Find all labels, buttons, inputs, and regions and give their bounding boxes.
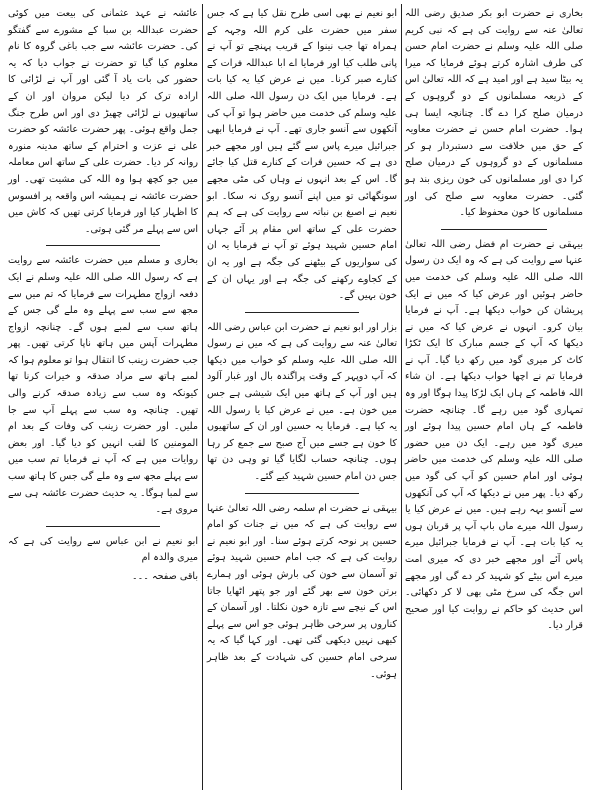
article-paragraph: بیہقی نے حضرت ام فضل رضی اللہ تعالیٰ عنہا سے روایت کی ہے کہ وہ ایک دن رسول اللہ صلی اللہ علیہ وسلم کی خدمت میں حاضر ہوئیں اور عرض کیا کہ میں نے ایک پریشان کن خواب دیکھا ہے۔ آپ نے فرمایا بیان کرو۔ انہوں نے عرض کیا کہ میں نے دیکھا کہ آپ کے جسم مبارک کا ایک ٹکڑا کاٹ کر میری گود میں رکھ دیا گیا۔ آپ نے فرمایا تم نے اچھا خواب دیکھا ہے۔ ان شاء اللہ فاطمہ کے ہاں ایک لڑکا پیدا ہوگا اور وہ تمہاری گود میں رہے گا۔ چنانچہ حضرت فاطمہ کے ہاں امام حسین پیدا ہوئے اور میری گود میں رہے۔ ایک دن میں حضور صلی اللہ علیہ وسلم کی خدمت میں حاضر ہوئی اور امام حسین کو آپ کی گود میں رکھ دیا۔ پھر میں نے دیکھا کہ آپ کی آنکھوں سے آنسو بہہ رہے ہیں۔ میں نے عرض کیا یا رسول اللہ میرے ماں باپ آپ پر قربان ہوں یہ کیا بات ہے۔ آپ نے فرمایا جبرائیل میرے پاس آئے اور مجھے خبر دی کہ میری امت میرے اس بیٹے کو شہید کر دے گی اور مجھے اس جگہ کی سرخ مٹی بھی لا کر دکھائی۔ اس حدیث کو حاکم نے روایت کیا اور صحیح قرار دیا۔ <box>405 238 583 632</box>
article-paragraph: بخاری و مسلم میں حضرت عائشہ سے روایت ہے کہ رسول اللہ صلی اللہ علیہ وسلم نے ایک دفعہ ازواج مطہرات سے فرمایا کہ تم میں سے مجھ سے سب سے پہلے وہ ملے گی جس کے ہاتھ سب سے لمبے ہوں گے۔ چنانچہ ازواج مطہرات آپس میں ہاتھ ناپا کرتی تھیں۔ پھر جب حضرت زینب کا انتقال ہوا تو معلوم ہوا کہ لمبے ہاتھ سے مراد صدقہ و خیرات کرنا تھا کیونکہ وہ سب سے زیادہ صدقہ کرنے والی تھیں۔ چنانچہ وہ سب سے پہلے آپ سے جا ملیں۔ اور حضرت زینب کی وفات کے بعد ام المومنین کا لقب انہیں کو دیا گیا۔ اور بعض روایات میں ہے کہ آپ نے فرمایا تم سب میں سے پہلے مجھ سے وہ ملے گی جس کا ہاتھ سب سے لمبا ہوگا۔ یہ حدیث حضرت عائشہ ہی سے مروی ہے۔ <box>8 255 198 516</box>
section-separator <box>441 229 548 230</box>
section-separator <box>245 312 359 313</box>
section-separator <box>245 493 359 494</box>
article-paragraph: ابو نعیم نے ابن عباس سے روایت کی ہے کہ میری والدہ ام <box>8 535 198 564</box>
left-column <box>8 6 198 588</box>
section-separator <box>46 245 160 246</box>
article-paragraph: بخاری نے حضرت ابو بکر صدیق رضی اللہ تعالیٰ عنہ سے روایت کی ہے کہ نبی کریم صلی اللہ علیہ وسلم نے حضرت امام حسن کی طرف اشارہ کرتے ہوئے فرمایا کہ میرا یہ بیٹا سید ہے اور امید ہے کہ اللہ تعالیٰ اس کے ذریعہ مسلمانوں کے دو گروہوں کے درمیان صلح کرا دے گا۔ چنانچہ ایسا ہی ہوا۔ حضرت امام حسن نے حضرت معاویہ کے حق میں خلافت سے دستبردار ہو کر مسلمانوں کے دو گروہوں کے درمیان صلح کرا دی اور مسلمانوں کی خون ریزی بند ہو گئی۔ حضرت معاویہ سے صلح کی اور مسلمانوں کا خون محفوظ کیا۔ <box>405 8 583 219</box>
article-paragraph: عائشہ نے عہد عثمانی کی بیعت میں کوئی حضرت عبداللہ بن سبا کے مشورے سے گفتگو کی۔ حضرت عائشہ سے جب باغی گروہ کا نام معلوم کیا گیا تو حضرت نے جواب دیا کہ یہ حضور کی بات یاد آ گئی اور آپ نے لڑائی کا ارادہ ترک کر دیا لیکن مروان اور ان کے ساتھیوں نے لڑائی چھیڑ دی اور اس طرح جنگ جمل واقع ہوئی۔ پھر حضرت عائشہ کو حضرت علی نے عزت و احترام کے ساتھ مدینہ منورہ روانہ کر دیا۔ حضرت علی کے ساتھ اس معاملہ میں جو کچھ ہوا وہ اللہ کی مشیت تھی۔ اور حضرت عائشہ نے ہمیشہ اس واقعہ پر افسوس کا اظہار کیا اور فرمایا کرتی تھیں کہ کاش میں اس سے پہلے مر گئی ہوتی۔ <box>8 8 198 235</box>
middle-column <box>207 6 397 685</box>
right-column <box>405 6 583 637</box>
article-paragraph: بزار اور ابو نعیم نے حضرت ابن عباس رضی اللہ تعالیٰ عنہ سے روایت کی ہے کہ میں نے رسول اللہ صلی اللہ علیہ وسلم کو خواب میں دیکھا کہ آپ دوپہر کے وقت پراگندہ بال اور غبار آلود ہیں اور آپ کے ہاتھ میں ایک شیشی ہے جس میں خون ہے۔ میں نے عرض کیا یا رسول اللہ یہ کیا ہے۔ فرمایا یہ حسین اور ان کے ساتھیوں کا خون ہے جسے میں آج صبح سے جمع کر رہا ہوں۔ چنانچہ حساب لگایا گیا تو وہی دن تھا جس دن امام حسین شہید کیے گئے۔ <box>207 321 397 483</box>
continued-note: باقی صفحہ ۔۔۔ <box>132 571 198 582</box>
column-divider-right <box>401 4 402 790</box>
section-separator <box>46 526 160 527</box>
article-paragraph: بیہقی نے حضرت ام سلمہ رضی اللہ تعالیٰ عنہا سے روایت کی ہے کہ میں نے جنات کو امام حسین پر نوحہ کرتے ہوئے سنا۔ اور ابو نعیم نے روایت کی ہے کہ جب امام حسین شہید ہوئے تو آسمان سے خون کی بارش ہوئی اور ہمارے برتن خون سے بھر گئے اور جو پتھر اٹھایا جاتا اس کے نیچے سے تازہ خون نکلتا۔ اور آسمان کے کناروں پر سرخی ظاہر ہوئی جو اس سے پہلے کبھی نہیں دیکھی گئی تھی۔ اور کہا گیا کہ یہ سرخی امام حسین کی شہادت کے بعد ظاہر ہوئی۔ <box>207 502 397 680</box>
article-paragraph: ابو نعیم نے بھی اسی طرح نقل کیا ہے کہ جس سفر میں حضرت علی کرم اللہ وجہہ کے ہمراہ تھا جب نینوا کے قریب پہنچے تو آپ نے پانی طلب کیا اور فرمایا اے ابا عبداللہ فرات کے کنارے صبر کرنا۔ میں نے عرض کیا یہ کیا بات ہے۔ فرمایا میں ایک دن رسول اللہ صلی اللہ علیہ وسلم کی خدمت میں حاضر ہوا تو آپ کی آنکھوں سے آنسو جاری تھے۔ آپ نے فرمایا ابھی جبرائیل میرے پاس سے گئے ہیں اور مجھے خبر دی ہے کہ حسین فرات کے کنارے قتل کیا جائے گا۔ اس کے بعد انہوں نے وہاں کی مٹی مجھے سونگھائی تو میں اپنے آنسو روک نہ سکا۔ ابو نعیم نے اصبغ بن نباتہ سے روایت کی ہے کہ ہم حضرت علی کے ساتھ اس مقام پر آئے جہاں امام حسین شہید ہوئے تو آپ نے فرمایا یہ ان کی سواریوں کے بیٹھنے کی جگہ ہے اور یہ ان کے کجاوے رکھنے کی جگہ ہے اور یہاں ان کے خون بہیں گے۔ <box>207 8 397 302</box>
column-divider-left <box>202 4 203 790</box>
